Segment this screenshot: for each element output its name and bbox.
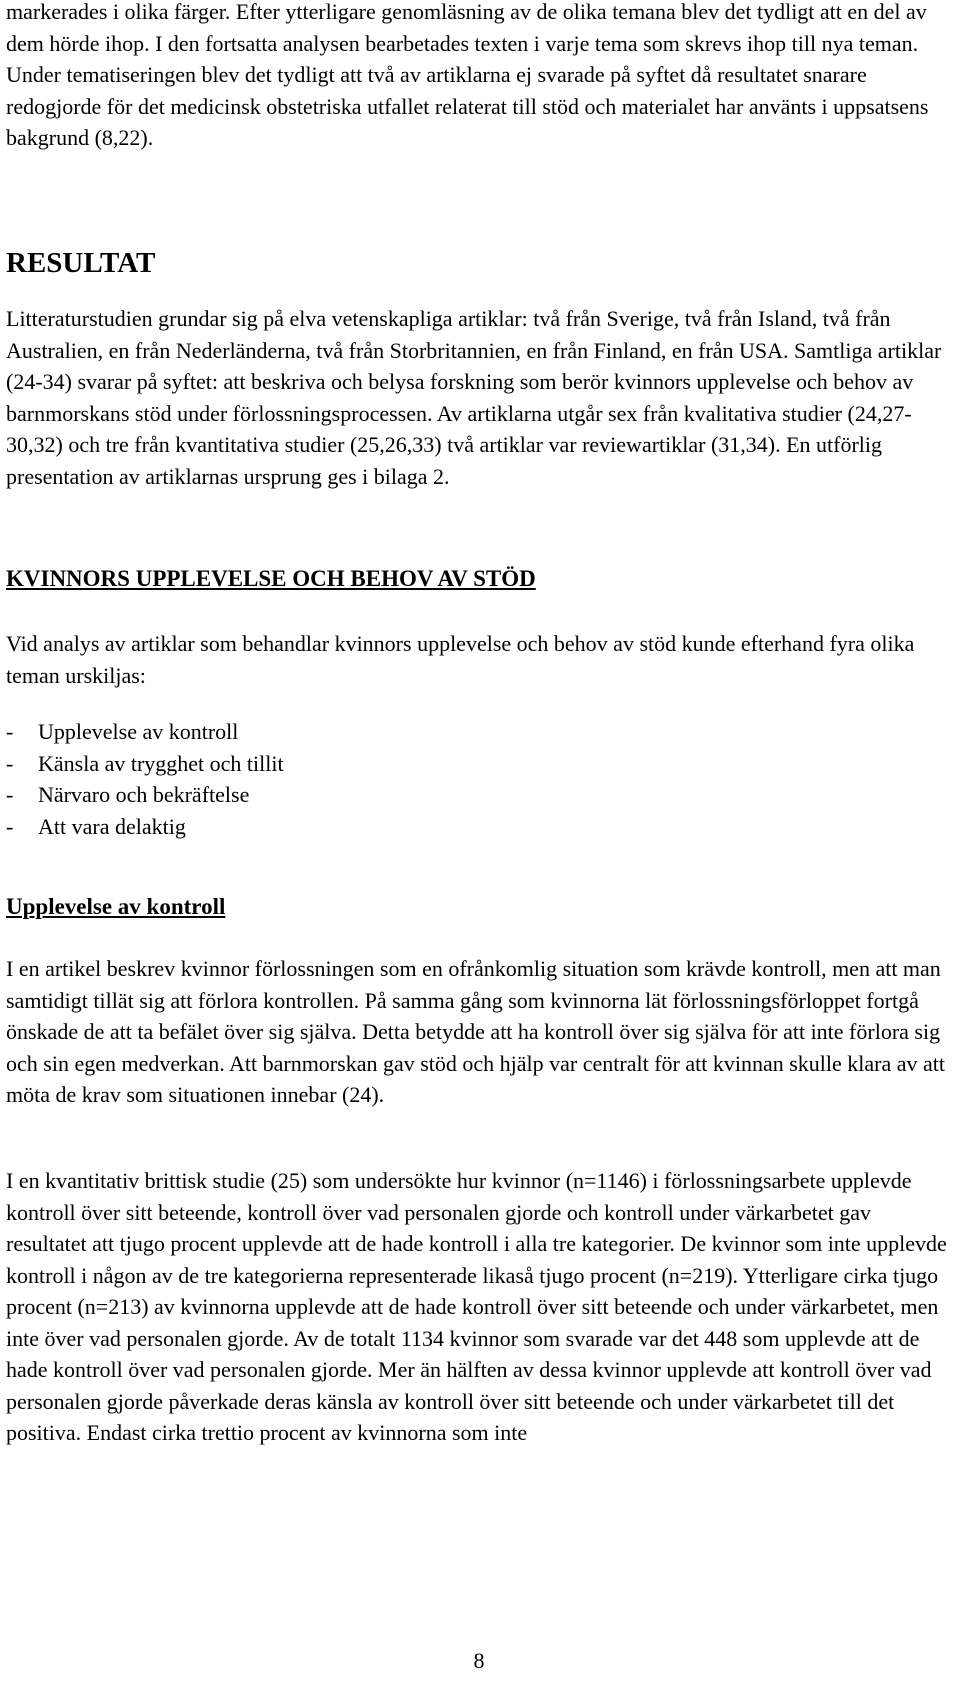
list-item — [6, 748, 284, 780]
theme-label: Närvaro och bekräftelse — [38, 782, 250, 807]
page-number: 8 — [473, 1648, 485, 1673]
list-dash: - — [6, 782, 14, 807]
theme-label: Att vara delaktig — [38, 813, 186, 839]
themes-list — [6, 716, 284, 842]
theme-label: Upplevelse av kontroll — [38, 719, 239, 744]
list-dash: - — [6, 750, 14, 776]
list-item — [6, 716, 284, 748]
list-item — [6, 811, 284, 843]
kontroll-paragraph-1: I en artikel beskrev kvinnor förlossningen som en ofrånkomlig situation som krävde kontroll, men att man samtidigt tillät sig att förlora kontrollen. På samma gång som kvinnorna lät förlossningsförloppet fortgå önskade de att ta befälet över sig själva. Detta betydde att ha kontroll över sig själva för att inte förlora sig och sin egen medverkan. Att barnmorskan gav stöd och hjälp var centralt för att kvinnan skulle klara av att möta de krav som situationen innebar (24). — [6, 956, 945, 1107]
kvinnors-paragraph: Vid analys av artiklar som behandlar kvinnors upplevelse och behov av stöd kunde efterhand fyra olika teman urskiljas: — [6, 631, 915, 688]
list-item — [6, 779, 284, 811]
kontroll-paragraph-2: I en kvantitativ brittisk studie (25) som undersökte hur kvinnor (n=1146) i förlossningsarbete upplevde kontroll över sitt beteende, kontroll över vad personalen gjorde och kontroll under värkarbetet gav resultatet att tjugo procent upplevde att de hade kontroll i alla tre kategorier. De kvinnor som inte upplevde kontroll i någon av de tre kategorierna representerade likaså tjugo procent (n=219). Ytterligare cirka tjugo procent (n=213) av kvinnorna upplevde att de hade kontroll över sitt beteende och under värkarbetet, men inte över vad personalen gjorde. Av de totalt 1134 kvinnor som svarade var det 448 som upplevde att de hade kontroll över vad personalen gjorde. Mer än hälften av dessa kvinnor upplevde att kontroll över vad personalen gjorde påverkade deras känsla av kontroll över sitt beteende och under värkarbetet till det positiva. Endast cirka trettio procent av kvinnorna som inte — [6, 1168, 947, 1445]
resultat-heading: RESULTAT — [6, 247, 156, 279]
kontroll-heading: Upplevelse av kontroll — [6, 894, 226, 919]
kvinnors-heading: KVINNORS UPPLEVELSE OCH BEHOV AV STÖD — [6, 566, 536, 591]
resultat-paragraph: Litteraturstudien grundar sig på elva vetenskapliga artiklar: två från Sverige, två från Island, två från Australien, en från Nederländerna, två från Storbritannien, en från Finland, en från USA. Samtliga artiklar (24-34) svarar på syftet: att beskriva och belysa forskning som berör kvinnors upplevelse och behov av barnmorskans stöd under förlossningsprocessen. Av artiklarna utgår sex från kvalitativa studier (24,27-30,32) och tre från kvantitativa studier (25,26,33) två artiklar var reviewartiklar (31,34). En utförlig presentation av artiklarnas ursprung ges i bilaga 2. — [6, 306, 942, 489]
list-dash: - — [6, 719, 14, 744]
theme-label: Känsla av trygghet och tillit — [38, 750, 284, 776]
intro-paragraph: markerades i olika färger. Efter ytterligare genomläsning av de olika temana blev det tydligt att en del av dem hörde ihop. I den fortsatta analysen bearbetades texten i varje tema som skrevs ihop till nya teman. Under tematiseringen blev det tydligt att två av artiklarna ej svarade på syftet då resultatet snarare redogjorde för det medicinsk obstetriska utfallet relaterat till stöd och materialet har använts i uppsatsens bakgrund (8,22). — [6, 0, 929, 150]
list-dash: - — [6, 813, 14, 839]
